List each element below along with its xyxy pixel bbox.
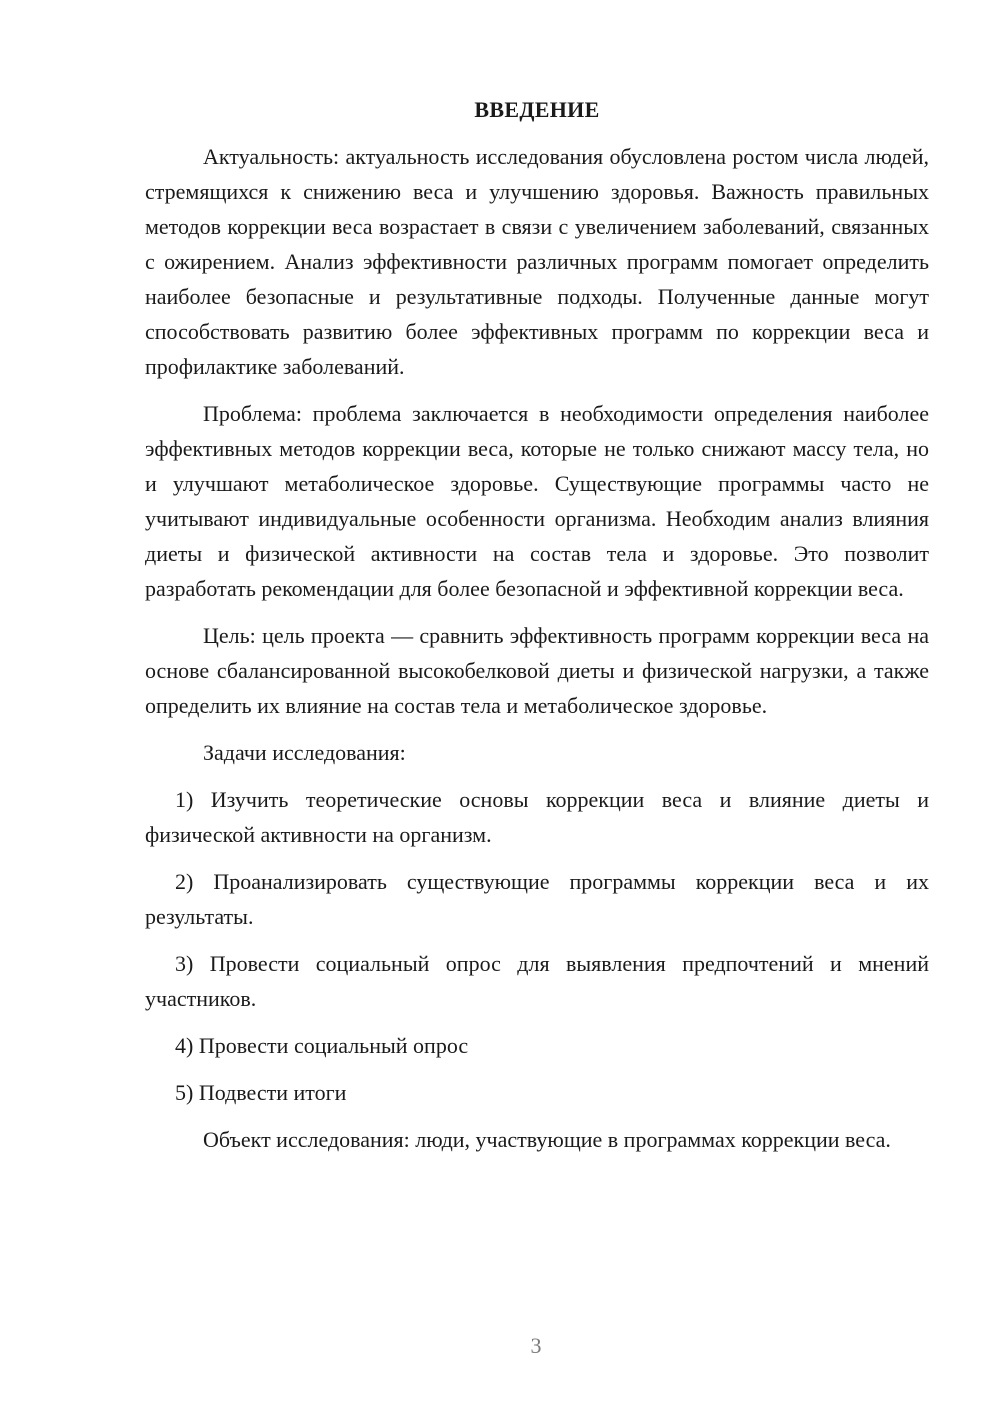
task-item-3: 3) Провести социальный опрос для выявления предпочтений и мнений участников. bbox=[145, 951, 929, 1011]
relevance-paragraph: Актуальность: актуальность исследования обусловлена ростом числа людей, стремящихся к снижению веса и улучшению здоровья. Важность правильных методов коррекции веса возрастает в связи с увеличением заболеваний, связанных с ожирением. Анализ эффективности различных программ помогает определить наиболее безопасные и результативные подходы. Полученные данные могут способствовать развитию более эффективных программ по коррекции веса и профилактике заболеваний. bbox=[145, 144, 929, 379]
task-item-1: 1) Изучить теоретические основы коррекции веса и влияние диеты и физической активности на организм. bbox=[145, 787, 929, 847]
section-title: ВВЕДЕНИЕ bbox=[474, 97, 600, 122]
tasks-heading: Задачи исследования: bbox=[203, 740, 406, 765]
document-page bbox=[145, 92, 929, 1169]
object-paragraph: Объект исследования: люди, участвующие в программах коррекции веса. bbox=[203, 1127, 891, 1152]
task-item-4: 4) Провести социальный опрос bbox=[175, 1033, 469, 1058]
page-number: 3 bbox=[530, 1333, 542, 1358]
task-item-2: 2) Проанализировать существующие программы коррекции веса и их результаты. bbox=[145, 869, 929, 929]
task-item-5: 5) Подвести итоги bbox=[175, 1080, 347, 1105]
problem-paragraph: Проблема: проблема заключается в необходимости определения наиболее эффективных методов коррекции веса, которые не только снижают массу тела, но и улучшают метаболическое здоровье. Существующие программы часто не учитывают индивидуальные особенности организма. Необходим анализ влияния диеты и физической активности на состав тела и здоровье. Это позволит разработать рекомендации для более безопасной и эффективной коррекции веса. bbox=[145, 401, 929, 601]
goal-paragraph: Цель: цель проекта — сравнить эффективность программ коррекции веса на основе сбалансированной высокобелковой диеты и физической нагрузки, а также определить их влияние на состав тела и метаболическое здоровье. bbox=[145, 623, 929, 718]
